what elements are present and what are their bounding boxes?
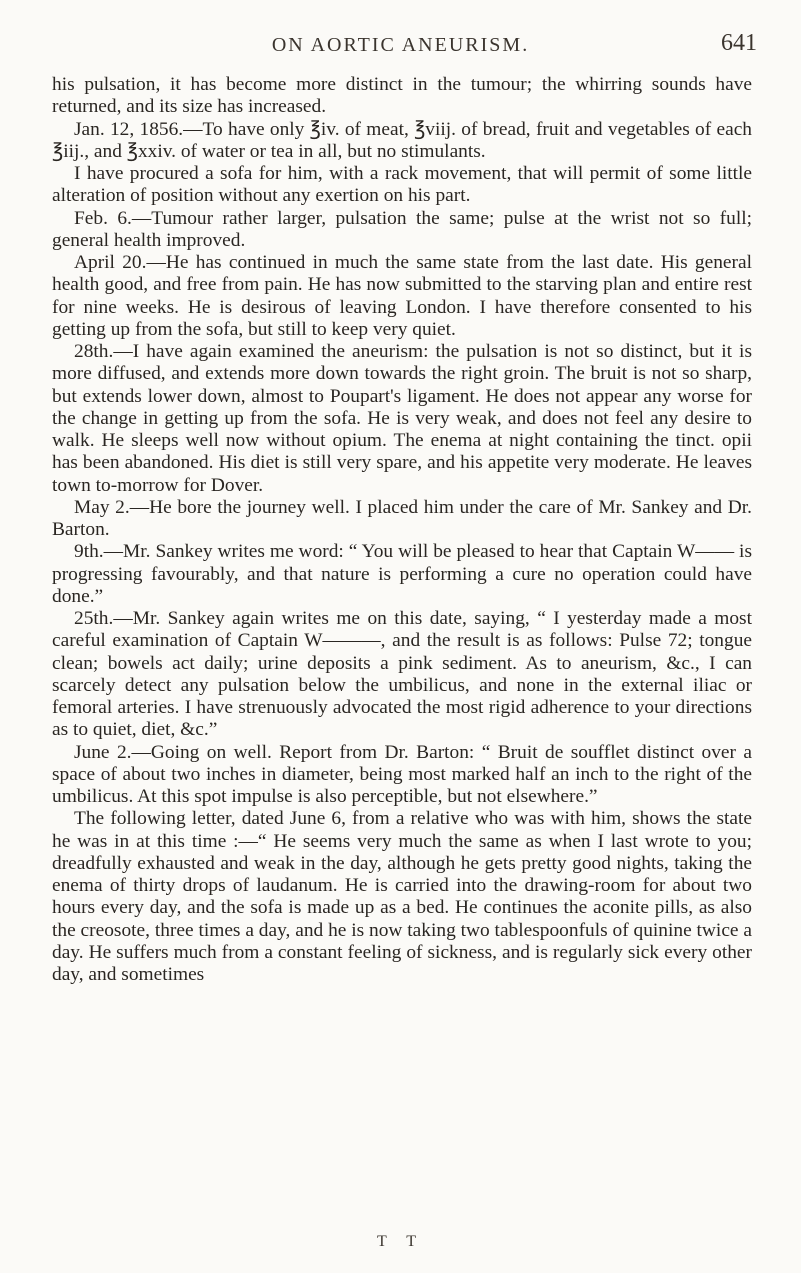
- paragraph: 25th.—Mr. Sankey again writes me on this date, saying, “ I yesterday made a most careful examination of Captain W———, and the result is as follows: Pulse 72; tongue clean; bowels act daily; urine deposits a pink sediment. As to aneurism, &c., I can scarcely detect any pulsation below the umbilicus, and none in the external iliac or femoral arteries. I have strenuously advocated the most rigid adherence to your directions as to quiet, diet, &c.”: [52, 608, 752, 741]
- paragraph: June 2.—Going on well. Report from Dr. Barton: “ Bruit de soufflet distinct over a space of about two inches in diameter, being most marked half an inch to the right of the umbilicus. At this spot impulse is also perceptible, but not elsewhere.”: [52, 741, 752, 807]
- body-text: [52, 74, 752, 986]
- page-number: 641: [721, 30, 757, 56]
- paragraph: 9th.—Mr. Sankey writes me word: “ You will be pleased to hear that Captain W—— is progressing favourably, and that nature is performing a cure no operation could have done.”: [52, 541, 752, 607]
- running-head-title: ON AORTIC ANEURISM.: [271, 34, 530, 56]
- paragraph: 28th.—I have again examined the aneurism: the pulsation is not so distinct, but it is more diffused, and extends more down towards the right groin. The bruit is not so sharp, but extends lower down, almost to Poupart's ligament. He does not appear any worse for the change in getting up from the sofa. He is very weak, and does not feel any desire to walk. He sleeps well now without opium. The enema at night containing the tinct. opii has been abandoned. His diet is still very spare, and his appetite very moderate. He leaves town to-morrow for Dover.: [52, 341, 752, 496]
- paragraph: The following letter, dated June 6, from a relative who was with him, shows the state he was in at this time :—“ He seems very much the same as when I last wrote to you; dreadfully exhausted and weak in the day, although he gets pretty good nights, taking the enema of thirty drops of laudanum. He is carried into the drawing-room for about two hours every day, and the sofa is made up as a bed. He continues the aconite pills, as also the creosote, three times a day, and he is now taking two tablespoonfuls of quinine twice a day. He suffers much from a constant feeling of sickness, and is regularly sick every other day, and sometimes: [52, 808, 752, 985]
- paragraph: May 2.—He bore the journey well. I placed him under the care of Mr. Sankey and Dr. Barton.: [52, 496, 752, 540]
- signature-mark: T T: [377, 1233, 424, 1250]
- running-head: [0, 34, 801, 57]
- paragraph: Feb. 6.—Tumour rather larger, pulsation the same; pulse at the wrist not so full; general health improved.: [52, 207, 752, 251]
- paragraph: April 20.—He has continued in much the same state from the last date. His general health good, and free from pain. He has now submitted to the starving plan and entire rest for nine weeks. He is desirous of leaving London. I have therefore consented to his getting up from the sofa, but still to keep very quiet.: [52, 252, 752, 340]
- paragraph: his pulsation, it has become more distinct in the tumour; the whirring sounds have returned, and its size has increased.: [52, 74, 752, 118]
- paragraph: I have procured a sofa for him, with a rack movement, that will permit of some little alteration of position without any exertion on his part.: [52, 163, 752, 207]
- paragraph: Jan. 12, 1856.—To have only ℥iv. of meat, ℥viij. of bread, fruit and vegetables of each ℥iij., and ℥xxiv. of water or tea in all, but no stimulants.: [52, 118, 752, 162]
